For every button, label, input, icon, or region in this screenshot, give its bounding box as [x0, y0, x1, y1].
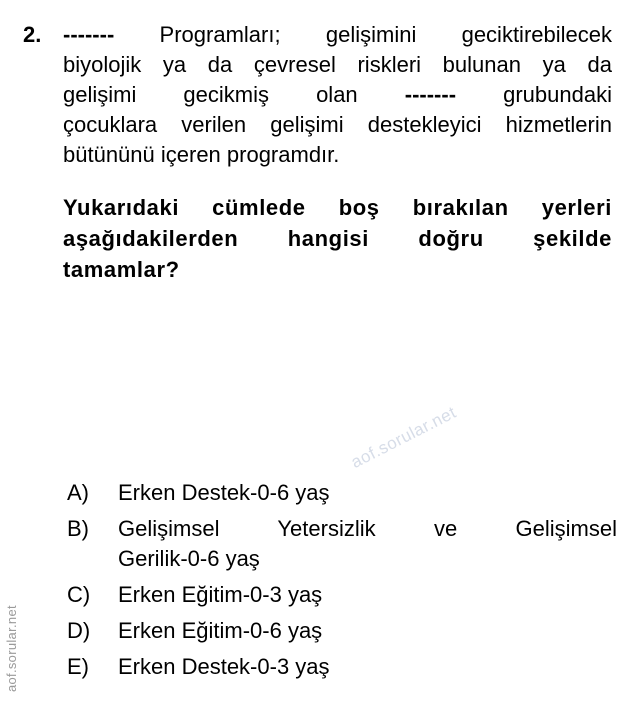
- option-line: Erken Eğitim-0-3 yaş: [118, 582, 323, 607]
- option-letter: E): [67, 654, 89, 679]
- watermark-center: aof.sorular.net: [348, 402, 460, 472]
- option-c[interactable]: [67, 580, 617, 610]
- option-text: [118, 616, 617, 646]
- option-letter: A): [67, 480, 89, 505]
- option-text: [118, 580, 617, 610]
- option-d[interactable]: [67, 616, 617, 646]
- blank-placeholder: -------: [63, 22, 115, 47]
- stem-line: ------- Programları; gelişimini geciktirebilecek: [63, 22, 612, 47]
- option-e[interactable]: [67, 652, 617, 682]
- prompt-line: tamamlar?: [63, 257, 180, 282]
- option-b[interactable]: [67, 514, 617, 574]
- stem-line: bütününü içeren programdır.: [63, 142, 340, 167]
- option-letter: C): [67, 582, 91, 607]
- option-text: [118, 652, 617, 682]
- blank-placeholder: -------: [404, 82, 457, 107]
- question-number: 2.: [23, 22, 42, 47]
- option-line: Erken Destek-0-6 yaş: [118, 480, 330, 505]
- stem-line: gelişimi gecikmiş olan ------- grubundaki: [63, 82, 612, 107]
- option-letter: D): [67, 618, 91, 643]
- stem-line: biyolojik ya da çevresel riskleri bulunan ya da: [63, 52, 612, 77]
- prompt-line: aşağıdakilerden hangisi doğru şekilde: [63, 226, 612, 251]
- option-text: [118, 514, 617, 574]
- option-line: Erken Eğitim-0-6 yaş: [118, 618, 323, 643]
- stem-line: çocuklara verilen gelişimi destekleyici hizmetlerin: [63, 112, 612, 137]
- option-line: Gerilik-0-6 yaş: [118, 546, 260, 571]
- option-line: Gelişimsel Yetersizlik ve Gelişimsel: [118, 516, 617, 541]
- question-stem: [63, 20, 612, 170]
- option-text: [118, 478, 617, 508]
- watermark-side: aof.sorular.net: [4, 605, 19, 692]
- question-prompt: [63, 192, 612, 285]
- option-line: Erken Destek-0-3 yaş: [118, 654, 330, 679]
- option-letter: B): [67, 516, 89, 541]
- prompt-line: Yukarıdaki cümlede boş bırakılan yerleri: [63, 195, 612, 220]
- option-a[interactable]: [67, 478, 617, 508]
- answer-options: [67, 478, 617, 688]
